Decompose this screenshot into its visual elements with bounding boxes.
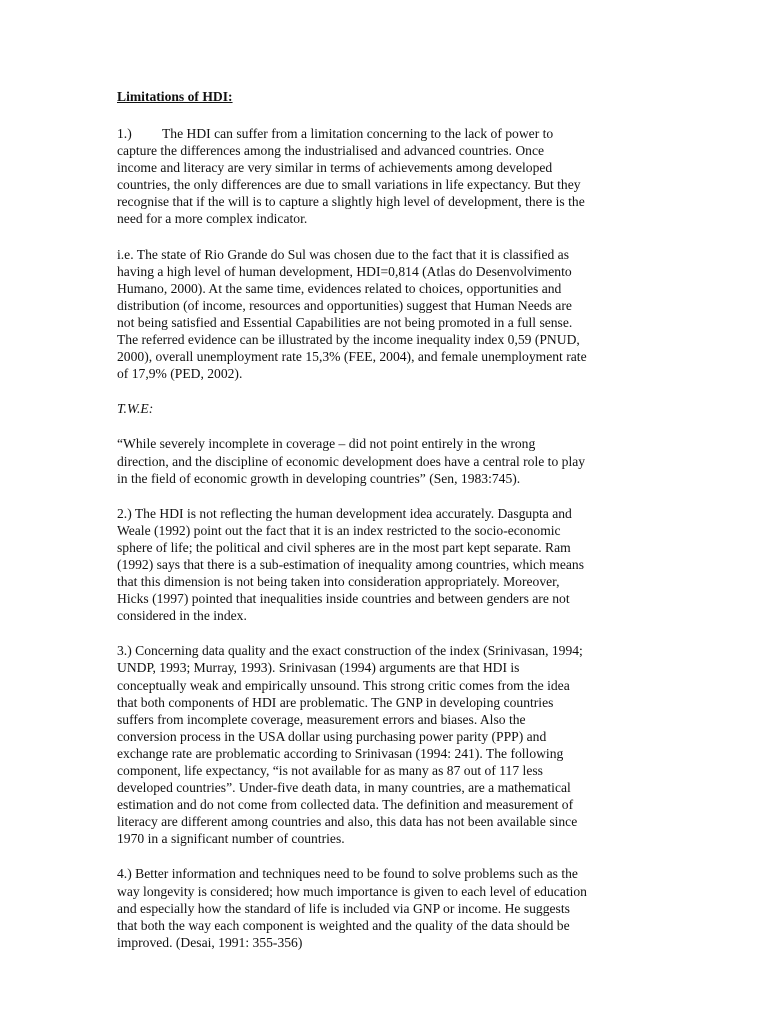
text-line: recognise that if the will is to capture a slightly high level of development, there is the <box>117 194 585 210</box>
text-line: income and literacy are very similar in terms of achievements among developed <box>117 160 553 176</box>
text-line-content: The HDI can suffer from a limitation concerning to the lack of power to <box>162 126 554 141</box>
text-line: i.e. The state of Rio Grande do Sul was chosen due to the fact that it is classified as <box>117 246 570 262</box>
text-line: way longevity is considered; how much importance is given to each level of education <box>117 883 587 899</box>
text-line: T.W.E: <box>117 401 154 417</box>
text-line: of 17,9% (PED, 2002). <box>117 366 243 382</box>
text-line <box>117 125 657 142</box>
text-line: 2.) The HDI is not reflecting the human development idea accurately. Dasgupta and <box>117 505 572 521</box>
text-line: and especially how the standard of life is included via GNP or income. He suggests <box>117 900 570 916</box>
text-line: exchange rate are problematic according to Srinivasan (1994: 241). The following <box>117 745 564 761</box>
text-line: estimation and do not come from collected data. The definition and measurement of <box>117 797 574 813</box>
text-line: 1970 in a significant number of countries. <box>117 831 345 847</box>
text-line: conversion process in the USA dollar using purchasing power parity (PPP) and <box>117 728 547 744</box>
text-line: UNDP, 1993; Murray, 1993). Srinivasan (1994) arguments are that HDI is <box>117 660 520 676</box>
text-line: direction, and the discipline of economic development does have a central role to play <box>117 453 586 469</box>
paragraph-twe-label <box>117 400 657 417</box>
paragraph-quote <box>117 435 657 486</box>
document-title: Limitations of HDI: <box>117 89 233 104</box>
text-line: Hicks (1997) pointed that inequalities inside countries and between genders are not <box>117 591 570 607</box>
text-line: in the field of economic growth in developing countries” (Sen, 1983:745). <box>117 470 521 486</box>
text-line: Weale (1992) point out the fact that it is an index restricted to the socio-economic <box>117 522 561 538</box>
text-line: need for a more complex indicator. <box>117 211 308 227</box>
text-line: 2000), overall unemployment rate 15,3% (FEE, 2004), and female unemployment rate <box>117 349 587 365</box>
text-line: The referred evidence can be illustrated by the income inequality index 0,59 (PNUD, <box>117 332 580 348</box>
text-line: capture the differences among the industrialised and advanced countries. Once <box>117 143 545 159</box>
text-line: that both the way each component is weighted and the quality of the data should be <box>117 917 570 933</box>
text-line: suffers from incomplete coverage, measurement errors and biases. Also the <box>117 711 526 727</box>
paragraph-limitation-1 <box>117 125 657 228</box>
text-line: Humano, 2000). At the same time, evidences related to choices, opportunities and <box>117 280 562 296</box>
text-line: “While severely incomplete in coverage – did not point entirely in the wrong <box>117 436 536 452</box>
text-line: not being satisfied and Essential Capabilities are not being promoted in a full sense. <box>117 314 573 330</box>
paragraph-limitation-4 <box>117 865 657 950</box>
text-line: component, life expectancy, “is not available for as many as 87 out of 117 less <box>117 763 543 778</box>
text-line: developed countries”. Under-five death data, in many countries, are a mathematical <box>117 780 571 796</box>
text-line: conceptually weak and empirically unsound. This strong critic comes from the idea <box>117 677 570 693</box>
text-line: literacy are different among countries and also, this data has not been available since <box>117 814 578 830</box>
text-line: having a high level of human development, HDI=0,814 (Atlas do Desenvolvimento <box>117 263 572 279</box>
document-page <box>117 88 657 969</box>
text-line: that this dimension is not being taken into consideration appropriately. Moreover, <box>117 574 560 590</box>
text-line: countries, the only differences are due to small variations in life expectancy. But they <box>117 177 581 193</box>
text-line: sphere of life; the political and civil spheres are in the most part kept separate. Ram <box>117 539 571 555</box>
text-line: 3.) Concerning data quality and the exact construction of the index (Srinivasan, 1994; <box>117 643 583 659</box>
paragraph-limitation-2 <box>117 505 657 625</box>
paragraph-example <box>117 246 657 383</box>
text-line: considered in the index. <box>117 608 247 624</box>
text-line: distribution (of income, resources and opportunities) suggest that Human Needs are <box>117 297 572 313</box>
text-line: (1992) says that there is a sub-estimation of inequality among countries, which means <box>117 556 584 572</box>
text-line: that both components of HDI are problematic. The GNP in developing countries <box>117 694 554 710</box>
text-line: 4.) Better information and techniques need to be found to solve problems such as the <box>117 866 578 882</box>
text-line: improved. (Desai, 1991: 355-356) <box>117 934 303 950</box>
paragraph-limitation-3 <box>117 642 657 847</box>
list-number: 1.) <box>117 126 132 141</box>
